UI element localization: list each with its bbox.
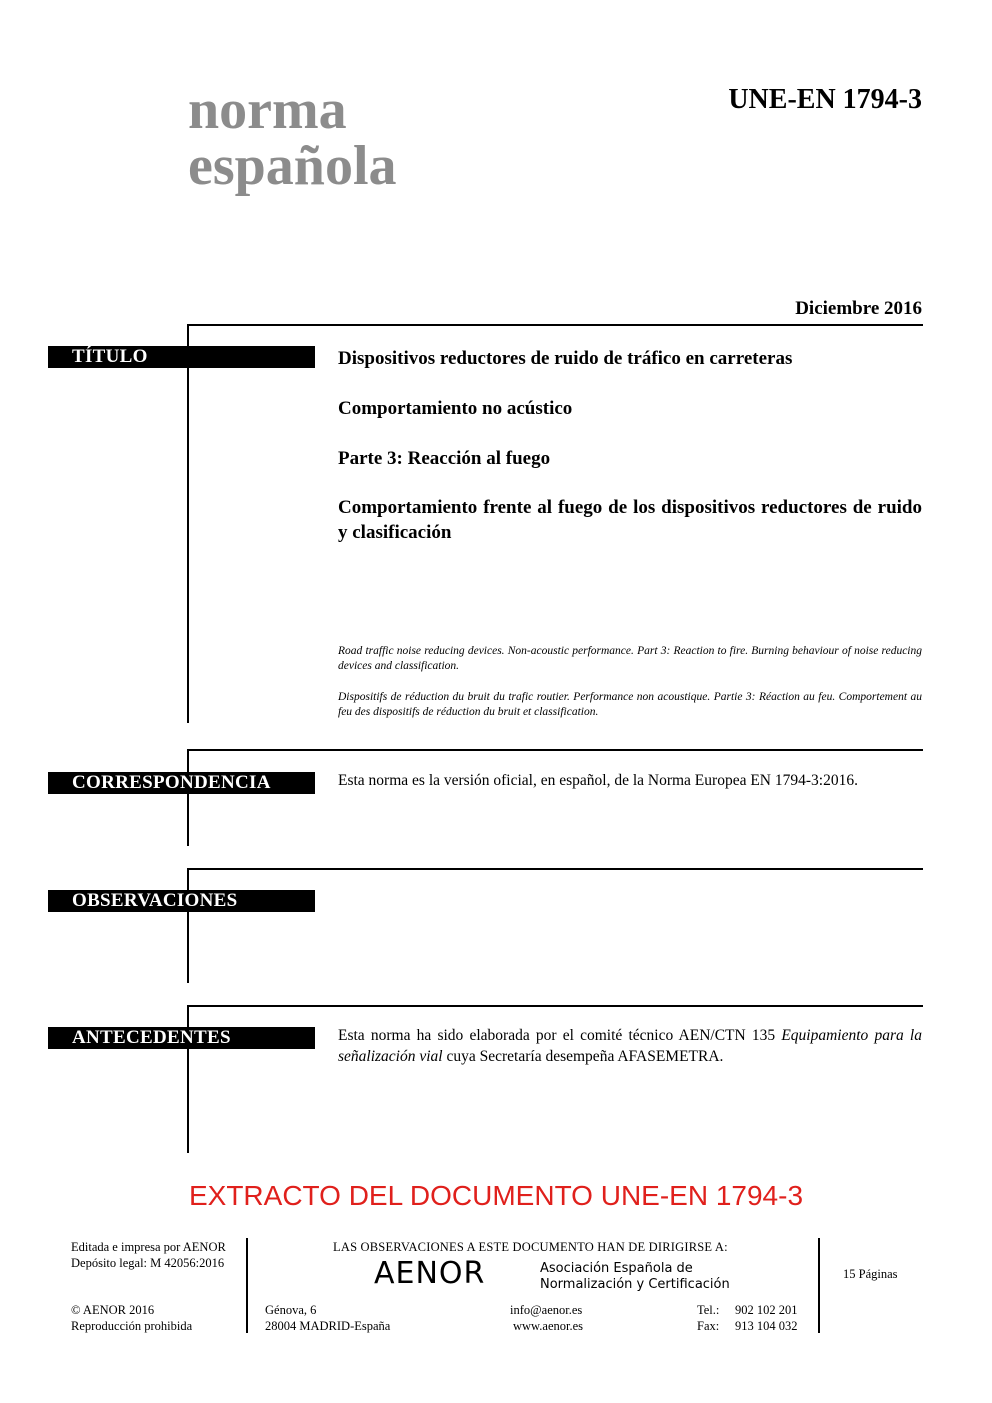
footer-phone-labels [697,1302,719,1334]
footer-tel: 902 102 201 [735,1303,798,1317]
publication-date: Diciembre 2016 [795,298,922,319]
section-divider-titulo [187,324,923,326]
footer-reproduction: Reproducción prohibida [71,1319,193,1333]
section-vline-observaciones [187,868,189,983]
antecedentes-text-start: Esta norma ha sido elaborada por el comité técnico AEN/CTN 135 [338,1027,782,1044]
footer-copyright-info [71,1302,192,1334]
title-line-1: Dispositivos reductores de ruido de tráfico en carreteras [338,348,793,369]
section-label-antecedentes: ANTECEDENTES [48,1027,315,1049]
aenor-logo: AENOR [374,1256,486,1291]
title-line-2: Comportamiento no acústico [338,398,573,419]
brand-line-2: española [188,135,397,197]
section-divider-observaciones [187,868,923,870]
footer-edited: Editada e impresa por AENOR [71,1240,226,1254]
footer-copyright: © AENOR 2016 [71,1303,155,1317]
committee-name: Equipamiento para la señalización vial [338,1027,922,1065]
footer-city: 28004 MADRID-España [265,1319,391,1333]
footer-page-count: 15 Páginas [843,1267,898,1281]
footer-email[interactable]: info@aenor.es [510,1303,583,1317]
section-divider-antecedentes [187,1005,923,1007]
footer-tel-label: Tel.: [697,1303,720,1317]
section-vline-correspondencia [187,749,189,846]
aenor-org-name [540,1261,730,1293]
footer-contact-online [510,1302,583,1334]
extract-notice: EXTRACTO DEL DOCUMENTO UNE-EN 1794-3 [188,1180,804,1211]
aenor-org-line-1: Asociación Española de [540,1261,693,1276]
footer-street: Génova, 6 [265,1303,317,1317]
title-line-3: Parte 3: Reacción al fuego [338,448,551,469]
footer-address [265,1302,390,1334]
footer-fax: 913 104 032 [735,1319,798,1333]
title-french: Dispositifs de réduction du bruit du trafic routier. Performance non acoustique. Partie 3: Réaction au feu. Comportement au feu des dispositifs de réduction du bruit et classification. [338,691,922,718]
brand-title [188,79,397,197]
correspondencia-text: Esta norma es la versión oficial, en español, de la Norma Europea EN 1794-3:2016. [338,772,858,789]
footer-observations-note: LAS OBSERVACIONES A ESTE DOCUMENTO HAN DE DIRIGIRSE A: [333,1240,728,1254]
footer-web[interactable]: www.aenor.es [513,1319,584,1333]
aenor-org-line-2: Normalización y Certificación [540,1277,730,1292]
footer-edition-info [71,1239,226,1271]
antecedentes-text [338,1025,922,1067]
section-label-observaciones: OBSERVACIONES [48,890,315,912]
footer-divider-right [818,1238,820,1333]
antecedentes-text-end: cuya Secretaría desempeña AFASEMETRA. [442,1048,724,1065]
section-vline-titulo [187,324,189,723]
title-line-4: Comportamiento frente al fuego de los dispositivos reductores de ruido y clasificación [338,497,922,543]
brand-line-1: norma [188,79,347,141]
section-divider-correspondencia [187,749,923,751]
footer-divider-left [246,1238,248,1333]
title-english: Road traffic noise reducing devices. Non-acoustic performance. Part 3: Reaction to fire. Burning behaviour of noise reducing devices and classification. [338,645,922,672]
footer-phone-numbers [735,1302,798,1334]
section-label-titulo: TÍTULO [48,346,315,368]
footer-deposit: Depósito legal: M 42056:2016 [71,1256,225,1270]
footer-fax-label: Fax: [697,1319,720,1333]
document-code: UNE-EN 1794-3 [728,84,922,115]
section-label-correspondencia: CORRESPONDENCIA [48,772,315,794]
